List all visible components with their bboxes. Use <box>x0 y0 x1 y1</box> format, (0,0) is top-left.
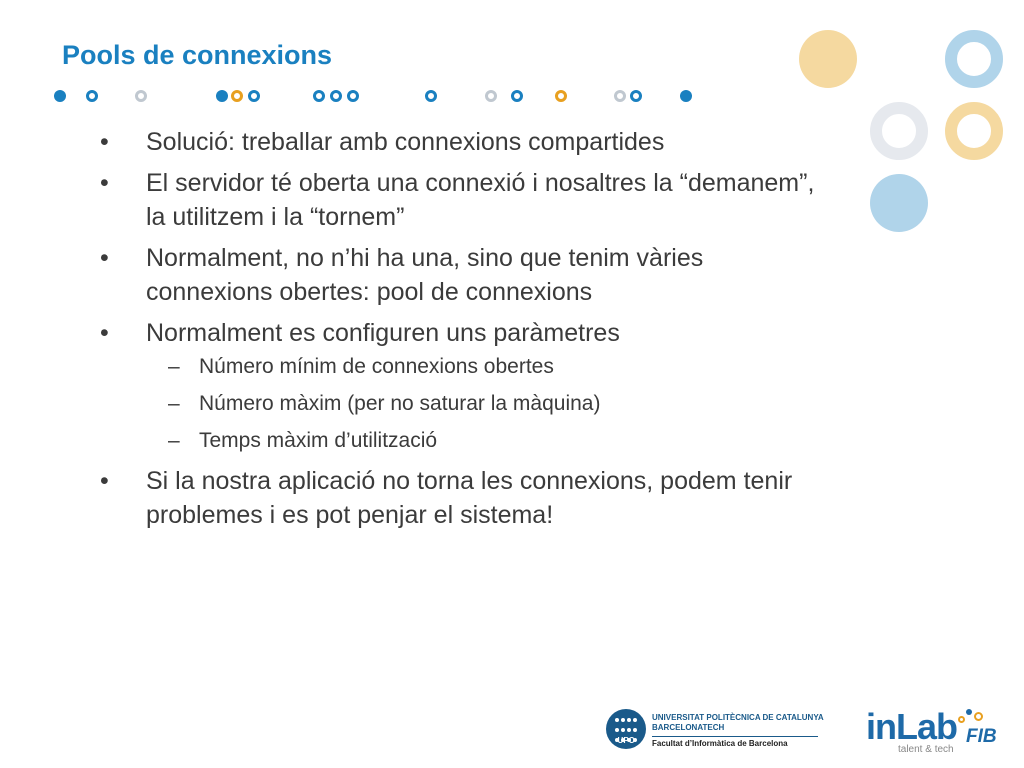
fib-label: FIB <box>966 726 997 747</box>
bullet-mark: • <box>100 319 109 347</box>
deco-ring-icon <box>945 102 1003 160</box>
decorative-dot-row <box>0 0 720 120</box>
ring-dot-icon <box>614 90 626 102</box>
ring-dot-icon <box>485 90 497 102</box>
sub-bullet-text: Número màxim (per no saturar la màquina) <box>199 392 601 415</box>
upc-divider <box>652 736 818 737</box>
ring-dot-icon <box>248 90 260 102</box>
inlab-logo <box>866 706 1016 756</box>
upc-subtitle: BARCELONATECH <box>652 723 725 732</box>
bullet-text: Normalment es configuren uns paràmetres <box>146 319 620 347</box>
fib-faculty-name: Facultat d’Informàtica de Barcelona <box>652 739 788 748</box>
deco-circle-icon <box>870 174 928 232</box>
sub-bullet-item <box>92 353 832 381</box>
sub-bullet-item <box>92 390 832 418</box>
sub-bullet-mark: – <box>168 392 180 415</box>
bullet-mark: • <box>100 169 109 197</box>
ring-dot-icon <box>135 90 147 102</box>
upc-footer-logo <box>606 709 826 751</box>
sub-bullet-text: Temps màxim d’utilització <box>199 429 438 452</box>
upc-university-name: UNIVERSITAT POLITÈCNICA DE CATALUNYA <box>652 713 824 722</box>
bullet-text: Normalment, no n’hi ha una, sino que tenim vàries connexions obertes: pool de connexions <box>146 244 704 306</box>
bullet-item <box>92 316 832 350</box>
ring-dot-icon <box>511 90 523 102</box>
logo-dot-icon <box>958 716 965 723</box>
bullet-item <box>92 166 832 234</box>
slide-content <box>92 125 832 539</box>
inlab-tagline: talent & tech <box>898 744 954 755</box>
bullet-mark: • <box>100 467 109 495</box>
deco-ring-icon <box>945 30 1003 88</box>
bullet-mark: • <box>100 244 109 272</box>
filled-dot-icon <box>54 90 66 102</box>
bullet-item <box>92 464 832 532</box>
ring-dot-icon <box>347 90 359 102</box>
ring-dot-icon <box>231 90 243 102</box>
ring-dot-icon <box>330 90 342 102</box>
logo-dot-icon <box>966 709 972 715</box>
deco-ring-icon <box>870 102 928 160</box>
filled-dot-icon <box>216 90 228 102</box>
bullet-text: Si la nostra aplicació no torna les connexions, podem tenir problemes i es pot penjar el sistema! <box>146 467 793 529</box>
sub-bullet-item <box>92 427 832 455</box>
upc-seal-label: UPC <box>617 736 635 745</box>
ring-dot-icon <box>313 90 325 102</box>
inlab-wordmark: inLab <box>866 706 957 747</box>
deco-circle-icon <box>799 30 857 88</box>
bullet-text: Solució: treballar amb connexions compartides <box>146 128 665 156</box>
bullet-item <box>92 241 832 309</box>
bullet-mark: • <box>100 128 109 156</box>
ring-dot-icon <box>425 90 437 102</box>
sub-bullet-mark: – <box>168 355 180 378</box>
slide-title: Pools de connexions <box>62 40 333 70</box>
sub-bullet-mark: – <box>168 429 180 452</box>
sub-bullet-text: Número mínim de connexions obertes <box>199 355 554 378</box>
bullet-item <box>92 125 832 159</box>
upc-seal-icon <box>606 709 646 749</box>
ring-dot-icon <box>555 90 567 102</box>
sub-bullet-list <box>92 353 832 455</box>
bullet-text: El servidor té oberta una connexió i nosaltres la “demanem”, la utilitzem i la “tornem” <box>146 169 815 231</box>
logo-dot-icon <box>974 712 983 721</box>
ring-dot-icon <box>630 90 642 102</box>
ring-dot-icon <box>86 90 98 102</box>
filled-dot-icon <box>680 90 692 102</box>
